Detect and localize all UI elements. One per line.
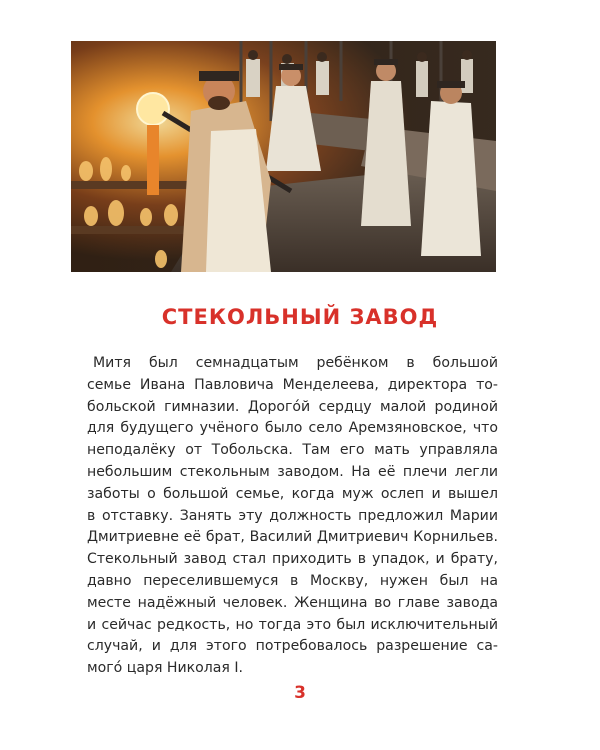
- text-line: небольшим стекольным заводом. На её плечи легли: [87, 463, 498, 480]
- furnace-column: [147, 125, 159, 195]
- text-line: Дмитриевне её брат, Василий Дмитриевич Корнильев.: [87, 529, 498, 546]
- text-line: больской гимназии. Дорогóй сердцу малой родиной: [87, 398, 498, 415]
- page-number: 3: [294, 683, 306, 703]
- text-line: для будущего учёного было село Аремзяновское, что: [87, 420, 498, 437]
- text-line: случай, и для этого потребовалось разрешение са-: [87, 638, 498, 655]
- text-line: неподалёку от Тобольска. Там его мать управляла: [87, 442, 498, 459]
- body-text: [87, 353, 498, 680]
- glowing-glass-bulb: [137, 93, 169, 125]
- text-line: Стекольный завод стал приходить в упадок, и брату,: [87, 551, 498, 568]
- text-line: Митя был семнадцатым ребёнком в большой: [93, 355, 498, 371]
- text-line: семье Ивана Павловича Менделеева, директора то-: [87, 376, 498, 393]
- text-line: заботы о большой семье, когда муж ослеп и вышел: [87, 485, 498, 502]
- text-line: месте надёжный человек. Женщина во главе завода: [87, 594, 498, 611]
- text-line: мого́ царя Николая I.: [87, 660, 244, 677]
- text-line: давно переселившемуся в Москву, нужен был на: [87, 572, 498, 589]
- glass-factory-illustration: [71, 41, 496, 272]
- text-line: и сейчас редкость, но тогда это был исключительный: [87, 616, 498, 633]
- illustration-canvas: [71, 41, 496, 272]
- chapter-heading: СТЕКОЛЬНЫЙ ЗАВОД: [161, 305, 439, 329]
- text-line: в отставку. Занять эту должность предложил Марии: [87, 507, 498, 524]
